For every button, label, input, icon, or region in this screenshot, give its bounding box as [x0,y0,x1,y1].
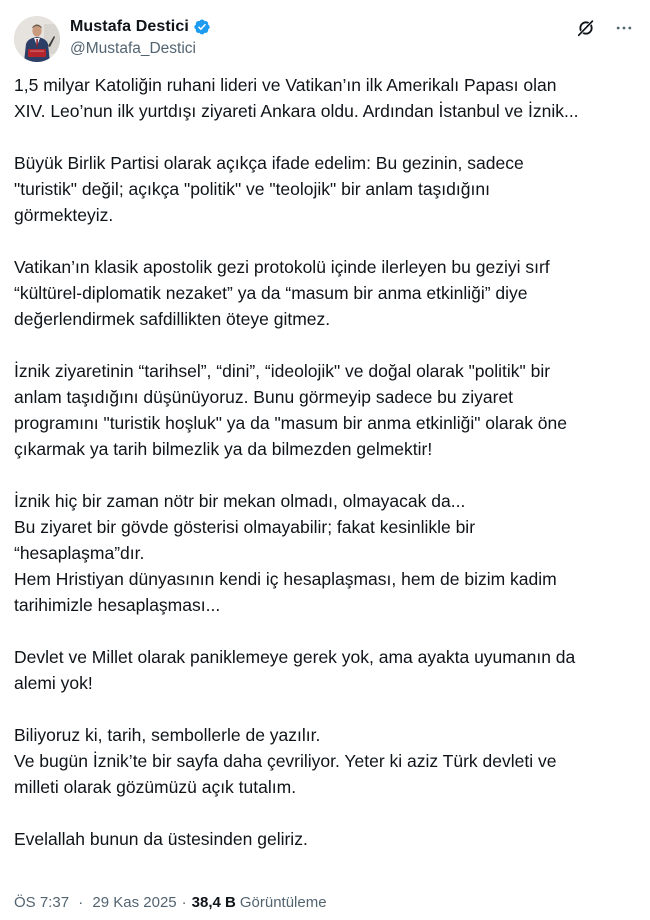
name-row [70,17,211,37]
tweet-paragraph-8 [14,826,644,852]
tweet-date: 29 Kas 2025 [92,894,177,911]
grok-icon [575,17,597,39]
display-name[interactable]: Mustafa Destici [70,18,189,35]
tweet-meta [14,894,327,911]
tweet-paragraph-1 [14,72,644,124]
tweet-timestamp-link[interactable] [14,894,177,911]
text-line: Ve bugün İznik’te bir sayfa daha çevriliyor. Yeter ki aziz Türk devleti ve [14,751,557,771]
avatar[interactable] [14,16,60,62]
text-line: Evelallah bunun da üstesinden geliriz. [14,829,308,849]
verified-badge-icon[interactable] [193,18,211,36]
tweet-paragraph-2 [14,150,644,228]
text-line: Hem Hristiyan dünyasının kendi iç hesaplaşması, hem de bizim kadim [14,569,557,589]
more-options-button[interactable] [612,16,636,40]
text-line: İznik hiç bir zaman nötr bir mekan olmadı, olmayacak da... [14,491,466,511]
tweet-time: ÖS 7:37 [14,894,70,911]
text-line: değerlendirmek safdillikten öteye gitmez. [14,309,331,329]
tweet-paragraph-5 [14,488,644,618]
text-line: görmekteyiz. [14,205,114,225]
text-line: "turistik" değil; açıkça "politik" ve "teolojik" bir anlam taşıdığını [14,179,490,199]
text-line: çıkarmak ya tarih bilmezlik ya da bilmezden gelmektir! [14,439,433,459]
text-line: anlam taşıdığını düşünüyoruz. Bunu görmeyip sadece bu ziyaret [14,387,514,407]
separator: · [181,894,187,911]
text-line: programını "turistik hoşluk" ya da "masum bir anma etkinliği" olarak öne [14,413,568,433]
text-line: milleti olarak gözümüzü açık tutalım. [14,777,297,797]
text-line: tarihimizle hesaplaşması... [14,595,221,615]
user-info [70,17,211,59]
avatar-image [14,16,60,62]
more-horizontal-icon [614,18,634,38]
text-line: alemi yok! [14,673,93,693]
tweet-paragraph-4 [14,358,644,462]
text-line: Vatikan’ın klasik apostolik gezi protokolü içinde ilerleyen bu geziyi sırf [14,257,550,277]
tweet-paragraph-6 [14,644,644,696]
text-line: Biliyoruz ki, tarih, sembollerle de yazılır. [14,725,321,745]
text-line: 1,5 milyar Katoliğin ruhani lideri ve Vatikan’ın ilk Amerikalı Papası olan [14,75,557,95]
text-line: “hesaplaşma”dır. [14,543,145,563]
separator: · [78,894,84,911]
text-line: Bu ziyaret bir gövde gösterisi olmayabilir; fakat kesinlikle bir [14,517,476,537]
tweet-text [14,72,644,852]
grok-button[interactable] [574,16,598,40]
views-label: Görüntüleme [239,894,327,911]
header-actions [574,16,636,40]
user-handle[interactable]: @Mustafa_Destici [70,40,196,57]
text-line: Devlet ve Millet olarak paniklemeye gerek yok, ama ayakta uyumanın da [14,647,576,667]
text-line: İznik ziyaretinin “tarihsel”, “dini”, “ideolojik" ve doğal olarak "politik" bir [14,361,551,381]
tweet-paragraph-7 [14,722,644,800]
tweet-header [14,0,636,66]
text-line: “kültürel-diplomatik nezaket” ya da “masum bir anma etkinliği” diye [14,283,528,303]
text-line: Büyük Birlik Partisi olarak açıkça ifade edelim: Bu gezinin, sadece [14,153,524,173]
tweet-paragraph-3 [14,254,644,332]
views-count[interactable]: 38,4 B [191,894,236,911]
text-line: XIV. Leo’nun ilk yurtdışı ziyareti Ankara oldu. Ardından İstanbul ve İznik... [14,101,579,121]
